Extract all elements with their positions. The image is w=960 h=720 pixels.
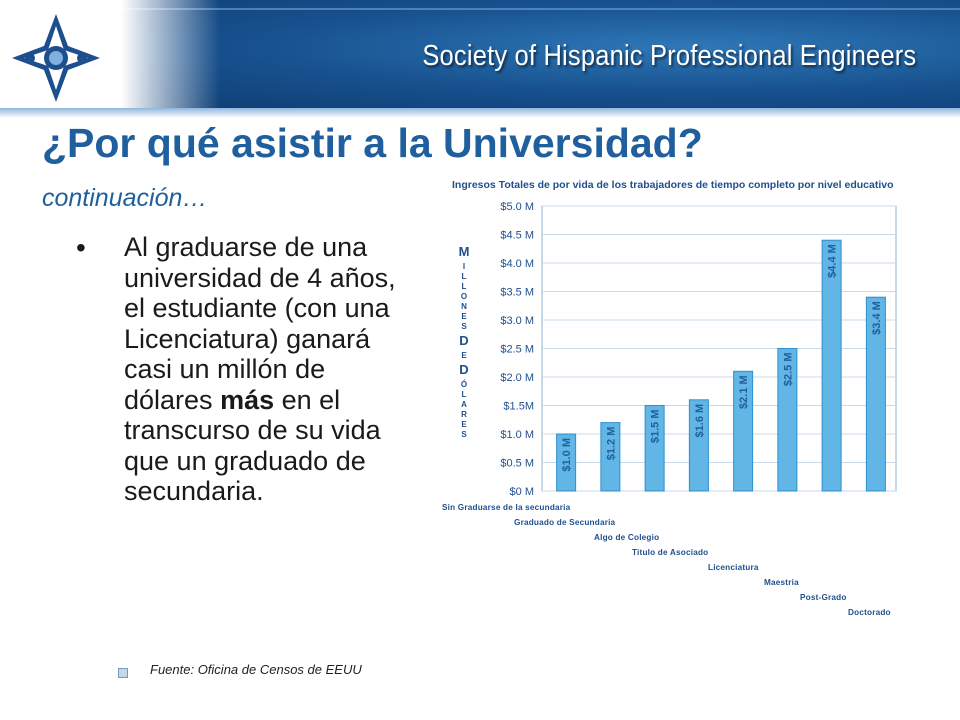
bullet-text bbox=[124, 232, 396, 507]
bar-data-label: $2.1 M bbox=[738, 375, 751, 409]
source-bullet-icon bbox=[118, 668, 128, 678]
x-category-label: Algo de Colegio bbox=[594, 533, 660, 542]
slide-title: ¿Por qué asistir a la Universidad? bbox=[42, 120, 703, 166]
bullet-text-before: Al graduarse de una universidad de 4 años, el estudiante (con una Licenciatura) ganará casi un millón de dólares bbox=[124, 232, 396, 415]
bullet-text-after: en el transcurso de su vida que un graduado de secundaria. bbox=[124, 384, 381, 506]
y-axis-label-letter: S bbox=[461, 322, 467, 331]
source-note: Fuente: Oficina de Censos de EEUU bbox=[150, 662, 362, 677]
y-tick-label: $3.5 M bbox=[500, 286, 534, 299]
x-category-label: Post-Grado bbox=[800, 593, 847, 602]
y-axis-label-letter: D bbox=[459, 362, 469, 377]
y-tick-label: $4.5 M bbox=[500, 229, 534, 242]
logo-area bbox=[0, 0, 220, 118]
earnings-bar-chart bbox=[430, 172, 950, 617]
y-axis-label-letter: M bbox=[458, 244, 470, 259]
y-axis-label-letter: E bbox=[461, 420, 467, 429]
bar-data-label: $1.6 M bbox=[693, 403, 706, 438]
y-tick-label: $4.0 M bbox=[500, 258, 534, 270]
y-axis-label-letter: R bbox=[461, 410, 467, 419]
y-axis-label-letter: D bbox=[459, 333, 469, 348]
y-tick-label: $1.5M bbox=[503, 400, 534, 413]
y-axis-label-letter: Ó bbox=[460, 380, 468, 389]
shpe-logo-icon bbox=[10, 12, 102, 104]
y-tick-label: $0.5 M bbox=[500, 457, 534, 470]
bullet-marker: • bbox=[76, 232, 86, 263]
y-axis-label-letter: L bbox=[461, 282, 467, 291]
y-tick-label: $2.0 M bbox=[500, 372, 534, 384]
y-axis-label-letter: E bbox=[461, 312, 467, 321]
x-category-label: Sin Graduarse de la secundaria bbox=[442, 503, 571, 512]
slide-subtitle: continuación… bbox=[42, 184, 208, 212]
bullet-emphasis: más bbox=[220, 384, 275, 415]
y-tick-label: $1.0 M bbox=[500, 429, 534, 441]
banner-divider bbox=[0, 108, 960, 118]
bar-data-label: $1.2 M bbox=[605, 426, 618, 461]
header-banner bbox=[0, 0, 960, 118]
y-axis-label-letter: N bbox=[461, 302, 467, 311]
y-axis-label-letter: I bbox=[462, 262, 466, 271]
y-axis-label-letter: L bbox=[461, 390, 467, 399]
bar-data-label: $4.4 M bbox=[826, 244, 839, 278]
y-axis-label-letter: L bbox=[461, 272, 467, 281]
y-axis-label-letter: A bbox=[461, 400, 467, 409]
y-tick-label: $2.5 M bbox=[500, 343, 534, 356]
y-tick-label: $3.0 M bbox=[500, 315, 534, 327]
chart-title: Ingresos Totales de por vida de los trabajadores de tiempo completo por nivel educativo bbox=[452, 179, 894, 191]
y-tick-label: $5.0 M bbox=[500, 201, 534, 213]
bar-data-label: $1.5 M bbox=[649, 409, 662, 444]
x-category-label: Graduado de Secundaria bbox=[514, 518, 616, 527]
x-category-label: Doctorado bbox=[848, 608, 891, 617]
x-category-label: Titulo de Asociado bbox=[632, 548, 709, 557]
bar-data-label: $2.5 M bbox=[782, 352, 795, 387]
x-category-label: Licenciatura bbox=[708, 563, 759, 572]
y-axis-label-letter: E bbox=[461, 351, 467, 360]
y-tick-label: $0 M bbox=[509, 486, 534, 498]
org-name: Society of Hispanic Professional Engineers bbox=[422, 40, 916, 72]
x-category-label: Maestria bbox=[764, 578, 799, 587]
y-axis-label-letter: O bbox=[460, 292, 468, 301]
bar-data-label: $3.4 M bbox=[870, 301, 883, 335]
bar-data-label: $1.0 M bbox=[561, 438, 574, 472]
y-axis-label-letter: S bbox=[461, 430, 467, 439]
